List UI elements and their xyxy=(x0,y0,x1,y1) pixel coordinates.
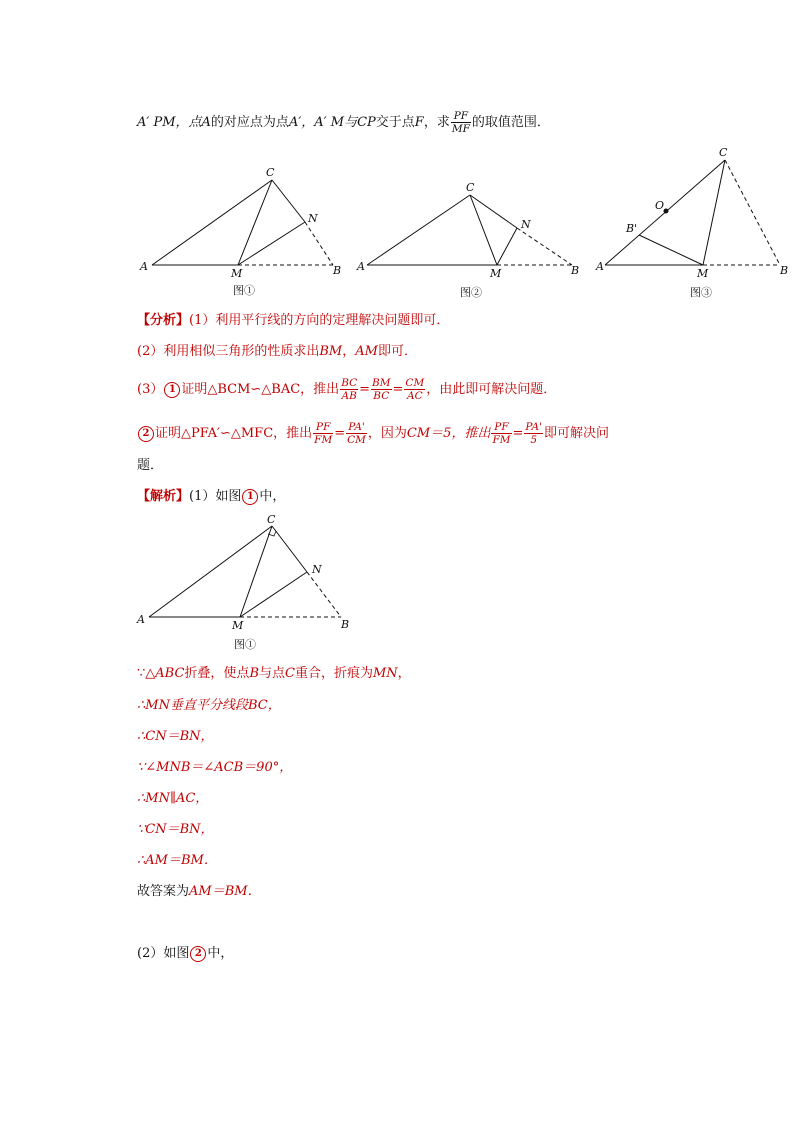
fraction-pf-mf: $\frac{PF}{MF}$ xyxy=(451,110,470,135)
solution-tag: 【解析】 xyxy=(137,489,190,504)
circle-number-2: 2 xyxy=(138,426,154,442)
analysis-tag: 【分析】 xyxy=(137,313,190,328)
figure-2 xyxy=(356,181,579,299)
fig3-label-bprime: B' xyxy=(626,222,638,235)
solution-part-2: (2）如图 2 中， xyxy=(137,946,234,961)
fraction-pa-5: $\frac{PA'}{5}$ xyxy=(525,421,542,446)
solution-step-6: ∵CN＝BN， xyxy=(137,822,214,837)
fig2-label-m: M xyxy=(490,267,502,280)
fig2-caption: 图② xyxy=(460,286,482,299)
solution-intro-b: 中， xyxy=(259,489,286,504)
fig3-line-cb xyxy=(725,160,780,265)
fig2-label-n: N xyxy=(521,218,531,231)
analysis-line4-c: 即可解决问 xyxy=(543,426,609,441)
problem-part5: ，求 xyxy=(423,115,450,130)
analysis-line-5 xyxy=(137,457,163,475)
fraction-cm-ac: $\frac{CM}{AC}$ xyxy=(405,377,425,402)
analysis-line-3 xyxy=(137,377,556,402)
analysis-line2-b: 即可． xyxy=(377,344,417,359)
fig3-label-o: O xyxy=(655,199,665,212)
fig3-label-a: A xyxy=(596,260,604,273)
problem-part3: ，A′ M与 xyxy=(301,115,358,130)
fraction-bm-bc: $\frac{BM}{BC}$ xyxy=(372,377,391,402)
fig2-line-cn xyxy=(470,195,517,228)
sol-fig-label-c: C xyxy=(267,513,276,526)
problem-part6: 的取值范围． xyxy=(471,115,550,130)
problem-part2: 的对应点为点 xyxy=(210,115,289,130)
solution-step-2: ∴MN垂直平分线段BC， xyxy=(137,698,281,713)
sol-fig-caption: 图① xyxy=(234,638,256,651)
fig2-label-a: A xyxy=(357,260,365,273)
fig1-label-n: N xyxy=(308,212,318,225)
problem-f: F xyxy=(414,115,424,130)
fig1-line-nb xyxy=(305,222,333,265)
fig3-label-b: B xyxy=(780,264,789,277)
fig2-line-mn xyxy=(497,228,517,265)
analysis-line2-a: (2）利用相似三角形的性质求出 xyxy=(137,344,320,359)
solution-intro xyxy=(137,488,285,506)
sol-fig-label-m: M xyxy=(232,619,244,632)
solution-figure-1 xyxy=(135,512,365,654)
problem-a: A xyxy=(201,115,211,130)
fig2-label-c: C xyxy=(466,181,475,194)
solution-step-5: ∴MN∥AC， xyxy=(137,791,209,806)
sol-fig-label-b: B xyxy=(341,618,350,631)
equals-sign: = xyxy=(512,426,524,441)
fig1-line-cn xyxy=(272,180,305,222)
solution-intro-a: (1）如图 xyxy=(189,489,242,504)
fig2-line-cm xyxy=(470,195,497,265)
analysis-text-1: (1）利用平行线的方向的定理解决问题即可． xyxy=(189,313,450,328)
circle-number-2: 2 xyxy=(190,946,206,962)
fig1-line-ac xyxy=(152,180,272,265)
fig2-line-nb xyxy=(517,228,572,265)
analysis-line4-b: ，因为 xyxy=(367,426,407,441)
solution-step-3: ∴CN＝BN， xyxy=(137,729,214,744)
solution-step-7: ∴AM＝BM． xyxy=(137,853,217,868)
solution-step-4: ∵∠MNB＝∠ACB＝90°， xyxy=(137,760,293,775)
analysis-line5-text: 题． xyxy=(137,458,164,473)
fig2-line-ac xyxy=(367,195,470,265)
analysis-line3-prefix: (3） xyxy=(137,382,164,397)
equals-sign: = xyxy=(359,382,371,397)
problem-a-prime: A′ xyxy=(288,115,302,130)
figure-3 xyxy=(595,146,788,299)
analysis-line2-sep: ， xyxy=(342,344,356,359)
sol-fig-label-a: A xyxy=(137,613,145,626)
fig1-label-b: B xyxy=(333,264,342,277)
analysis-line2-bm: BM xyxy=(319,344,343,359)
problem-part1: A′ PM，点 xyxy=(137,115,202,130)
fraction-pf-fm-2: $\frac{PF}{FM}$ xyxy=(492,421,511,446)
fig3-caption: 图③ xyxy=(690,286,712,299)
fraction-pa-cm: $\frac{PA'}{CM}$ xyxy=(347,421,366,446)
equals-sign: = xyxy=(334,426,346,441)
equals-sign: = xyxy=(392,382,404,397)
analysis-line4-cm: CM＝5，推出 xyxy=(406,426,491,441)
fig3-label-c: C xyxy=(719,146,728,159)
fig3-point-o xyxy=(664,209,669,214)
fig1-line-cm xyxy=(238,180,272,265)
analysis-line4-a: 证明△PFA′∽△MFC，推出 xyxy=(155,426,313,441)
analysis-line2-am: AM xyxy=(355,344,378,359)
fig1-caption: 图① xyxy=(233,284,255,297)
analysis-line-4 xyxy=(137,421,609,446)
fig2-label-b: B xyxy=(571,264,580,277)
figure-1 xyxy=(139,166,341,297)
solution-step-1: ∵△ABC折叠，使点B与点C重合，折痕为MN， xyxy=(137,666,411,681)
figures-row xyxy=(135,146,789,305)
fig3-line-bpm xyxy=(639,235,703,265)
fig1-label-c: C xyxy=(266,166,275,179)
problem-line xyxy=(137,110,550,135)
problem-cp: CP xyxy=(357,115,376,130)
analysis-line-2 xyxy=(137,343,417,361)
fig1-label-m: M xyxy=(231,267,243,280)
analysis-line-1 xyxy=(137,312,449,330)
fraction-pf-fm: $\frac{PF}{FM}$ xyxy=(314,421,333,446)
problem-part4: 交于点 xyxy=(375,115,415,130)
circle-number-1: 1 xyxy=(242,489,258,505)
fig1-line-mn xyxy=(238,222,305,265)
analysis-line3-b: ，由此即可解决问题． xyxy=(426,382,557,397)
fig3-label-m: M xyxy=(697,267,709,280)
fraction-bc-ab: $\frac{BC}{AB}$ xyxy=(341,377,358,402)
fig1-label-a: A xyxy=(140,260,148,273)
analysis-line3-a: 证明△BCM∽△BAC，推出 xyxy=(181,382,340,397)
solution-answer: 故答案为AM＝BM． xyxy=(137,884,261,899)
sol-fig-label-n: N xyxy=(312,563,322,576)
circle-number-1: 1 xyxy=(164,382,180,398)
